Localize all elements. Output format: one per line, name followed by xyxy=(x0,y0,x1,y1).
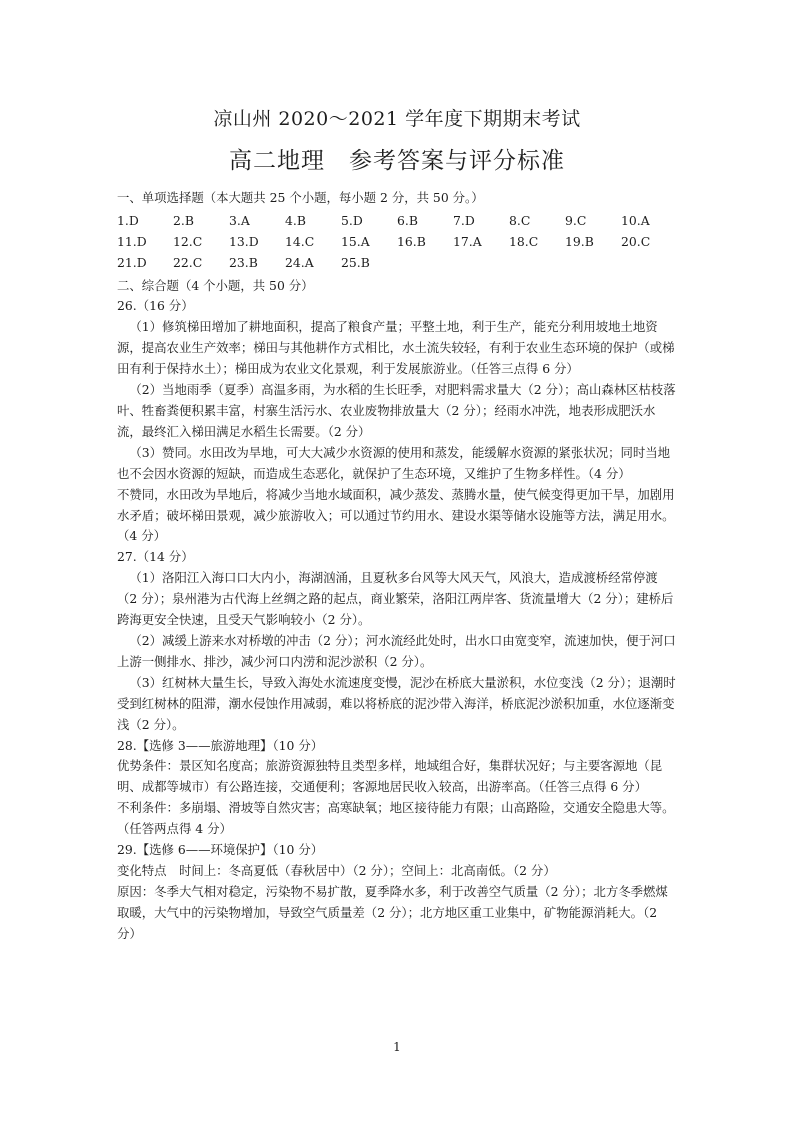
answer-item: 7.D xyxy=(453,212,475,228)
answer-item: 23.B xyxy=(229,254,258,270)
q26-heading: 26.（16 分） xyxy=(117,298,194,314)
answer-item: 9.C xyxy=(565,212,587,228)
q28-heading: 28.【选修 3——旅游地理】（10 分） xyxy=(117,737,324,753)
answer-item: 17.A xyxy=(453,233,482,249)
choice-answer-grid xyxy=(117,211,677,274)
answer-item: 6.B xyxy=(397,212,418,228)
q27-heading: 27.（14 分） xyxy=(117,549,194,565)
answer-row xyxy=(117,211,677,232)
answer-item: 15.A xyxy=(341,233,370,249)
q27-part3: （3）红树林大量生长，导致入海处水流速度变慢，泥沙在桥底大量淤积，水位变浅（2 分）；退潮时受到红树林的阻滞，潮水侵蚀作用减弱，难以将桥底的泥沙带入海洋，桥底泥沙淤积加重，水位逐渐变浅（2 分）。 xyxy=(117,674,676,732)
answer-item: 2.B xyxy=(173,212,194,228)
q26-part2: （2）当地雨季（夏季）高温多雨，为水稻的生长旺季，对肥料需求量大（2 分）；高山森林区枯枝落叶、牲畜粪便积累丰富，村寨生活污水、农业废物排放量大（2 分）；经雨水冲洗，地表形成肥沃水流，最终汇入梯田满足水稻生长需要。（2 分） xyxy=(117,382,676,439)
answer-row xyxy=(117,232,677,253)
answer-content xyxy=(117,188,677,945)
answer-item: 11.D xyxy=(117,233,147,249)
exam-title: 凉山州 2020～2021 学年度下期期末考试 xyxy=(213,108,581,130)
answer-item: 1.D xyxy=(117,212,139,228)
answer-item: 14.C xyxy=(285,233,315,249)
exam-subtitle: 高二地理 参考答案与评分标准 xyxy=(229,148,565,174)
answer-item: 25.B xyxy=(341,254,370,270)
section2-heading: 二、综合题（4 个小题，共 50 分） xyxy=(117,277,314,293)
q28-advantages: 优势条件：景区知名度高；旅游资源独特且类型多样，地域组合好，集群状况好；与主要客源地（昆明、成都等城市）有公路连接，交通便利；客源地居民收入较高，出游率高。（任答三点得 6 分） xyxy=(117,758,663,795)
q27-part2: （2）减缓上游来水对桥墩的冲击（2 分）；河水流经此处时，出水口由宽变窄，流速加快，便于河口上游一侧排水、排沙，减少河口内涝和泥沙淤积（2 分）。 xyxy=(117,632,676,669)
answer-item: 20.C xyxy=(621,233,651,249)
section1-heading: 一、单项选择题（本大题共 25 个小题，每小题 2 分，共 50 分。） xyxy=(117,190,484,205)
answer-item: 16.B xyxy=(397,233,426,249)
answer-item: 21.D xyxy=(117,254,147,270)
answer-item: 24.A xyxy=(285,254,314,270)
answer-item: 10.A xyxy=(621,212,650,228)
answer-item: 5.D xyxy=(341,212,363,228)
q27-part1: （1）洛阳江入海口口大内小，海湖汹涌，且夏秋多台风等大风天气，风浪大，造成渡桥经常停渡（2 分）；泉州港为古代海上丝绸之路的起点，商业繁荣，洛阳江两岸客、货流量增大（2 分）；建桥后跨海更安全快速，且受天气影响较小（2 分）。 xyxy=(117,570,674,628)
answer-item: 18.C xyxy=(509,233,539,249)
q26-part3: （3）赞同。水田改为旱地，可大大减少水资源的使用和蒸发，能缓解水资源的紧张状况；同时当地也不会因水资源的短缺，而造成生态恶化，就保护了生态环境，又维护了生物多样性。（4 分） xyxy=(117,444,671,481)
q26-part1: （1）修筑梯田增加了耕地面积，提高了粮食产量；平整土地，利于生产，能充分利用坡地土地资源，提高农业生产效率；梯田与其他耕作方式相比，水土流失较轻，有利于农业生态环境的保护（或梯田有利于保持水土）；梯田成为农业文化景观，利于发展旅游业。（任答三点得 6 分） xyxy=(117,319,675,377)
answer-row xyxy=(117,253,677,274)
answer-item: 13.D xyxy=(229,233,259,249)
answer-item: 3.A xyxy=(229,212,250,228)
q29-heading: 29.【选修 6——环境保护】（10 分） xyxy=(117,842,324,858)
answer-item: 22.C xyxy=(173,254,203,270)
answer-item: 4.B xyxy=(285,212,306,228)
q29-features: 变化特点 时间上：冬高夏低（春秋居中）（2 分）；空间上：北高南低。（2 分） xyxy=(117,862,556,878)
q28-disadvantages: 不利条件：多崩塌、滑坡等自然灾害；高寒缺氧；地区接待能力有限；山高路险，交通安全隐患大等。（任答两点得 4 分） xyxy=(117,800,675,837)
q29-reasons: 原因：冬季大气相对稳定，污染物不易扩散，夏季降水多，利于改善空气质量（2 分）；北方冬季燃煤取暖，大气中的污染物增加，导致空气质量差（2 分）；北方地区重工业集中，矿物能源消耗大。（2 分） xyxy=(117,883,668,941)
answer-item: 8.C xyxy=(509,212,531,228)
q26-part3-alt: 不赞同，水田改为旱地后，将减少当地水域面积，减少蒸发、蒸腾水量，使气候变得更加干旱，加剧用水矛盾；破坏梯田景观，减少旅游收入；可以通过节约用水、建设水渠等储水设施等方法，满足用水。（4 分） xyxy=(117,486,675,544)
answer-item: 19.B xyxy=(565,233,594,249)
answer-item: 12.C xyxy=(173,233,203,249)
page-number: 1 xyxy=(393,1040,401,1054)
